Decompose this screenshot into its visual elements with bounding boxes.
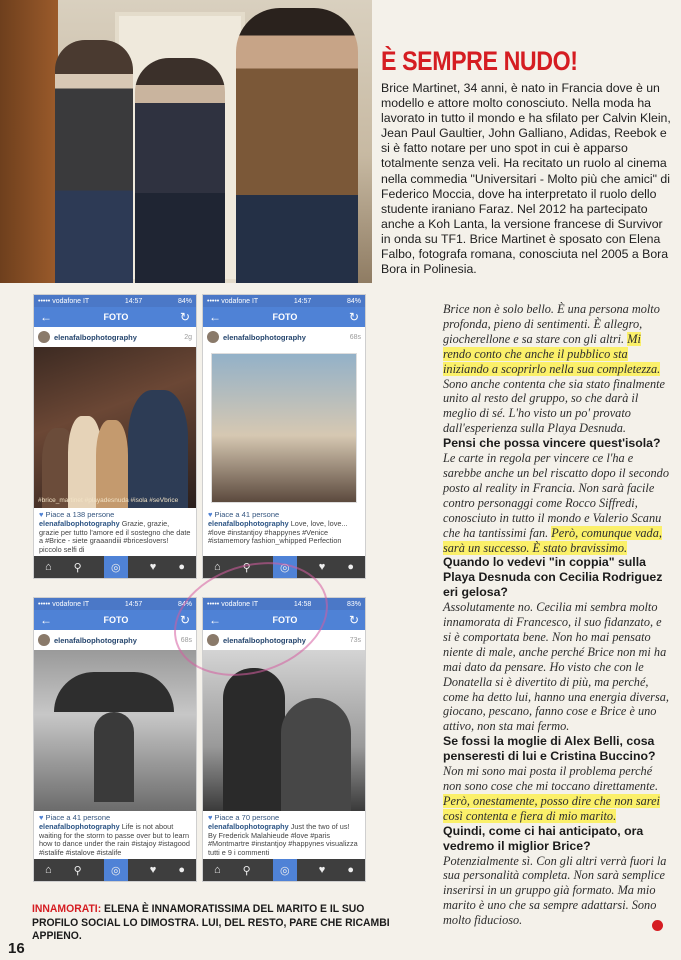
time-label: 14:57 [293,297,312,305]
post-caption: elenafalbophotography Just the two of us! By Frederick Malahieude #love #paris #Montmartre #instantjoy #happynes visualizza tutti e 9 i commenti [208,823,358,857]
photo-door [0,0,58,283]
home-icon: ⌂ [45,864,52,876]
camera-icon: ◎ [273,859,297,881]
app-bar [203,307,365,327]
carrier-label: ••••• vodafone IT [207,297,259,305]
caption-tag: INNAMORATI: [32,903,102,915]
photo-person-middle [135,58,225,283]
question-5: Quindi, come ci hai anticipato, ora vedremo il miglior Brice? [443,823,644,853]
photo-caption [32,903,406,944]
answer-1-highlight: Mi rendo conto che anche il pubblico sta iniziando a scoprirlo nella sua completezza. [443,331,661,376]
carrier-label: ••••• vodafone IT [38,297,90,305]
avatar [207,331,219,343]
answer-1-rest: Sono anche contenta che sia stato finalmente unito al resto del gruppo, so che darà il meglio di sé. L'ho visto un po' provato dall'esperienza sulla Playa Desnuda. [443,376,665,436]
post-age: 68s [349,333,361,341]
instagram-screenshot-1 [33,294,197,579]
back-arrow-icon: ← [40,613,52,627]
back-arrow-icon: ← [209,310,221,324]
refresh-icon: ↻ [179,310,190,324]
question-4: Se fossi la moglie di Alex Belli, cosa penseresti di lui e Cristina Buccino? [443,734,656,764]
app-title: FOTO [272,615,298,625]
answer-5: Potenzialmente sì. Con gli altri verrà fuori la sua personalità completa. Non sarà semplice inserirsi in un gruppo già formato. Ma mio marito è uno che sa sempre adattarsi. Sono molto fiducioso. [443,853,667,928]
post-caption: elenafalbophotography Life is not about waiting for the storm to passe over but to learn how to dance under the rain #istajoy #istagood #istalife #istalove #istalife [39,823,190,857]
battery-label: 84% [177,297,192,305]
avatar [38,331,50,343]
post-age: 73s [349,636,361,644]
post-header [203,327,365,347]
caption-text: ELENA È INNAMORATISSIMA DEL MARITO E IL SUO PROFILO SOCIAL LO DIMOSTRA. LUI, DEL RESTO, PARE CHE RICAMBI APPIENO. [32,903,390,942]
likes-count: ♥ Piace a 138 persone [39,510,115,519]
answer-3: Assolutamente no. Cecilia mi sembra molto innamorata di Francesco, il suo fidanzato, e si è comportata bene. Non ho mai pensato niente di male, anche perché Brice non mi ha mai dato da pensare. Ho visto che con le Donatella si è divertito di più, ma perché, come ha detto lui, hanno una energia diversa, giocano, pescano, fanno cose e Brice è uno attivo, non sta mai fermo. [443,600,669,734]
bottom-nav [34,859,196,881]
instagram-screenshot-2 [202,294,366,579]
profile-icon: ● [347,561,354,573]
home-icon: ⌂ [214,561,221,573]
heart-icon: ♥ [39,813,44,822]
refresh-icon: ↻ [348,613,359,627]
page-number: 16 [8,940,25,957]
question-2: Pensi che possa vincere quest'isola? [443,436,661,451]
post-header [34,630,196,650]
likes-count: ♥ Piace a 41 persone [39,813,111,822]
activity-icon: ♥ [149,561,157,573]
post-photo-frame [203,347,365,508]
time-label: 14:57 [124,297,143,305]
answer-4: Non mi sono mai posta il problema perché non sono cose che mi toccano direttamente. [443,764,659,793]
time-label: 14:57 [124,600,143,608]
heart-icon: ♥ [39,510,44,519]
profile-icon: ● [178,864,185,876]
post-age: 2g [184,333,192,341]
end-mark-icon [652,920,663,931]
post-age: 68s [180,636,192,644]
likes-count: ♥ Piace a 70 persone [208,813,280,822]
hero-photo [0,0,372,283]
question-3: Quando lo vedevi "in coppia" sulla Playa Desnuda con Cecilia Rodriguez eri gelosa? [443,555,663,600]
status-bar [34,295,196,307]
post-caption: elenafalbophotography Love, love, love... #love #instantjoy #happynes #Venice #istamemory fashion_whipped Perfection [208,520,348,546]
answer-1: Brice non è solo bello. È una persona molto profonda, pieno di sentimenti. È allegro, giocherellone e sa stare con gli altri. [443,302,660,346]
refresh-icon: ↻ [179,613,190,627]
app-title: FOTO [103,312,129,322]
post-username: elenafalbophotography [54,332,137,342]
refresh-icon: ↻ [348,310,359,324]
camera-icon: ◎ [104,556,128,578]
bottom-nav [34,556,196,578]
back-arrow-icon: ← [209,613,221,627]
answer-2-highlight: Però, comunque vada, sarà un successo. È stato bravissimo. [443,525,662,555]
app-title: FOTO [272,312,298,322]
post-caption: elenafalbophotography Grazie, grazie, grazie per tutto l'amore ed il sostegno che date a #Brice - siete graaandiii #briceslovers! piccolo selfi di [39,520,191,554]
carrier-label: ••••• vodafone IT [207,600,259,608]
post-username: elenafalbophotography [223,332,306,342]
search-icon: ⚲ [242,864,251,877]
activity-icon: ♥ [149,864,157,876]
search-icon: ⚲ [73,561,82,574]
app-title: FOTO [103,615,129,625]
post-photo-selfie [34,347,196,508]
search-icon: ⚲ [242,561,251,574]
back-arrow-icon: ← [40,310,52,324]
battery-label: 84% [177,600,192,608]
photo-hashtags: #brice_martinet #playadesnuda #isola #seVbrice [38,497,179,504]
avatar [38,634,50,646]
photo-person-left [55,40,133,283]
camera-icon: ◎ [104,859,128,881]
app-bar [34,307,196,327]
likes-count: ♥ Piace a 41 persone [208,510,280,519]
profile-icon: ● [178,561,185,573]
status-bar [203,295,365,307]
app-bar [34,610,196,630]
home-icon: ⌂ [45,561,52,573]
bottom-nav [203,859,365,881]
post-header [34,327,196,347]
time-label: 14:58 [293,600,312,608]
post-photo-kiss [211,353,357,503]
heart-icon: ♥ [208,813,213,822]
intro-title: È SEMPRE NUDO! [381,46,578,76]
search-icon: ⚲ [73,864,82,877]
intro-box [381,46,671,277]
home-icon: ⌂ [214,864,221,876]
status-bar [34,598,196,610]
profile-icon: ● [347,864,354,876]
battery-label: 84% [346,297,361,305]
battery-label: 83% [346,600,361,608]
activity-icon: ♥ [318,864,326,876]
interview-column [443,302,669,928]
post-username: elenafalbophotography [223,635,306,645]
instagram-screenshot-3 [33,597,197,882]
post-photo-umbrella [34,650,196,811]
activity-icon: ♥ [318,561,326,573]
camera-icon: ◎ [273,556,297,578]
carrier-label: ••••• vodafone IT [38,600,90,608]
heart-icon: ♥ [208,510,213,519]
post-username: elenafalbophotography [54,635,137,645]
photo-person-right [236,8,358,283]
answer-4-highlight: Però, onestamente, posso dire che non sarei così contenta e fiera di mio marito. [443,793,660,823]
intro-body: Brice Martinet, 34 anni, è nato in Francia dove è un modello e attore molto conosciuto. Nella moda ha lavorato in tutto il mondo e ha sfilato per Calvin Klein, Jean Paul Gaultier, John Galliano, Adidas, Reebok e si è fatto notare per uno spot in cui è apparso totalmente senza veli. Ha recitato un ruolo al cinema nella commedia "Universitari - Molto più che amici" di Federico Moccia, dove ha interpretato il ruolo dello studente iraniano Faraz. Nel 2012 ha partecipato anche a Koh Lanta, la versione francese di Survivor in onda su TF1. Brice Martinet è sposato con Elena Falbo, fotografa romana, conosciuta nel 2005 a Bora Bora in Polinesia. [381,81,671,277]
answer-2: Le carte in regola per vincere ce l'ha e sarebbe anche un bel riscatto dopo il secondo posto al reality in Francia. Non sarà facile contro personaggi come Rocco Siffredi, conosciuto in tutto il mondo e Valerio Scanu che ha tantissimi fan. [443,451,669,540]
